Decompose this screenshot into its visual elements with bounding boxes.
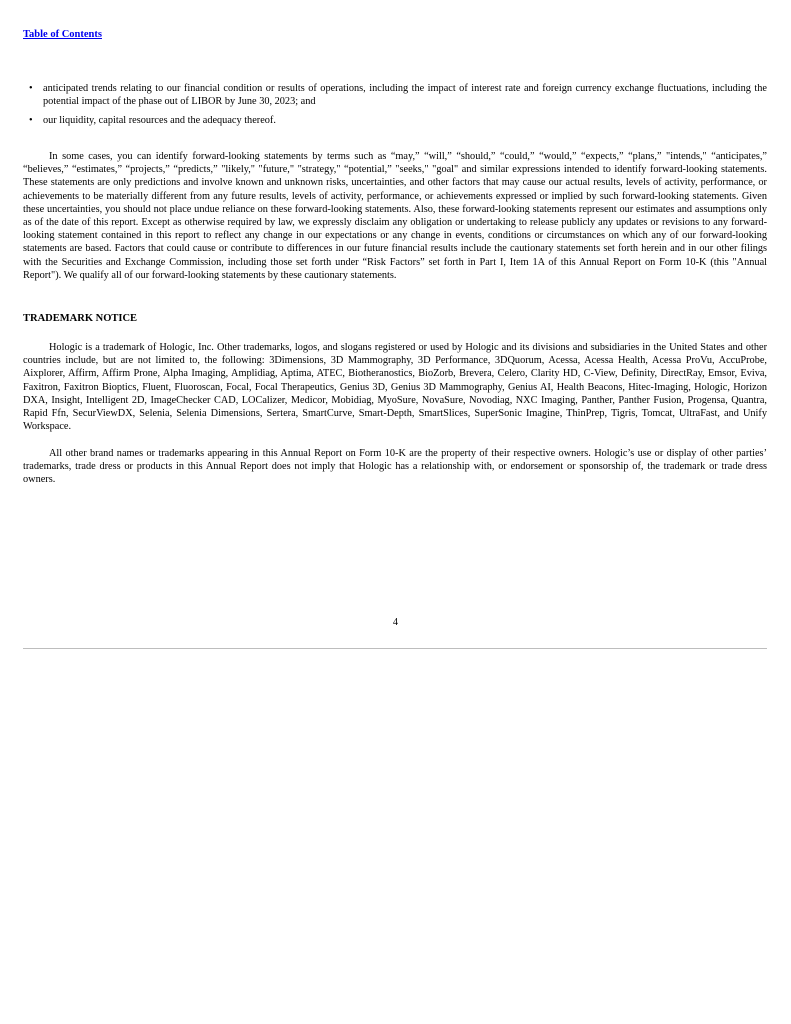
page-divider	[23, 648, 767, 649]
bullet-list	[23, 82, 767, 134]
bullet-icon: •	[29, 83, 33, 94]
bullet-text-trends: anticipated trends relating to our financial condition or results of operations, including the impact of interest rate and foreign currency exchange fluctuations, including the potential impact of the phase out of LIBOR by June 30, 2023; and	[43, 83, 767, 108]
bullet-item-liquidity	[23, 114, 767, 127]
table-of-contents-link[interactable]: Table of Contents	[23, 29, 102, 40]
forward-looking-paragraph: In some cases, you can identify forward-looking statements by terms such as “may,” “will,” “should,” “could,” “would,” “expects,” “plans,” "intends," “anticipates,” “believes,” “estimates,” “projects,” “predicts,” "likely," "future," "strategy," “potential,” "seeks," "goal" and similar expressions intended to identify forward-looking statements. These statements are only predictions and involve known and unknown risks, uncertainties, and other factors that may cause our actual results, levels of activity, performance, or achievements to be materially different from any future results, levels of activity, performance, or achievements expressed or implied by such forward-looking statements. Given these uncertainties, you should not place undue reliance on these forward-looking statements. Also, these forward-looking statements represent our estimates and assumptions only as of the date of this report. Except as otherwise required by law, we expressly disclaim any obligation or undertaking to release publicly any updates or revisions to any forward-looking statement contained in this report to reflect any change in our expectations or any change in events, conditions or circumstances on which any of our forward-looking statements are based. Factors that could cause or contribute to differences in our future financial results include the cautionary statements set forth herein and in our other filings with the Securities and Exchange Commission, including those set forth under “Risk Factors” set forth in Part I, Item 1A of this Annual Report on Form 10-K (this "Annual Report"). We qualify all of our forward-looking statements by these cautionary statements.	[23, 151, 767, 281]
bullet-icon: •	[29, 115, 33, 127]
bullet-text-liquidity: our liquidity, capital resources and the adequacy thereof.	[43, 115, 276, 127]
trademark-paragraph-1: Hologic is a trademark of Hologic, Inc. Other trademarks, logos, and slogans registered or used by Hologic and its divisions and subsidiaries in the United States and other countries include, but are not limited to, the following: 3Dimensions, 3D Mammography, 3D Performance, 3DQuorum, Acessa, Acessa Health, Acessa ProVu, AccuProbe, Aixplorer, Affirm, Affirm Prone, Alpha Imaging, Amplidiag, Aptima, ATEC, Biotheranostics, BioZorb, Brevera, Celero, Clarity HD, C-View, Definity, DirectRay, Emsor, Eviva, Faxitron, Faxitron Bioptics, Fluent, Fluoroscan, Focal, Focal Therapeutics, Genius 3D, Genius 3D Mammography, Genius AI, Health Beacons, Hitec-Imaging, Hologic, Horizon DXA, Insight, Intelligent 2D, ImageChecker CAD, LOCalizer, Medicor, Mobidiag, MyoSure, NovaSure, Novodiag, NXC Imaging, Panther, Panther Fusion, Progensa, Quantra, Rapid Ffn, SecurViewDX, Selenia, Selenia Dimensions, Sertera, SmartCurve, Smart-Depth, SmartSlices, SuperSonic Imagine, ThinPrep, Tigris, Tomcat, UltraFast, and Unify Workspace.	[23, 342, 767, 433]
trademark-notice-heading: TRADEMARK NOTICE	[23, 313, 138, 324]
bullet-item-trends	[23, 82, 767, 108]
trademark-paragraph-2: All other brand names or trademarks appearing in this Annual Report on Form 10-K are the property of their respective owners. Hologic’s use or display of other parties’ trademarks, trade dress or products in this Annual Report does not imply that Hologic has a relationship with, or endorsement or sponsorship of, the trademark or trade dress owners.	[23, 448, 767, 486]
page-number: 4	[392, 617, 399, 628]
